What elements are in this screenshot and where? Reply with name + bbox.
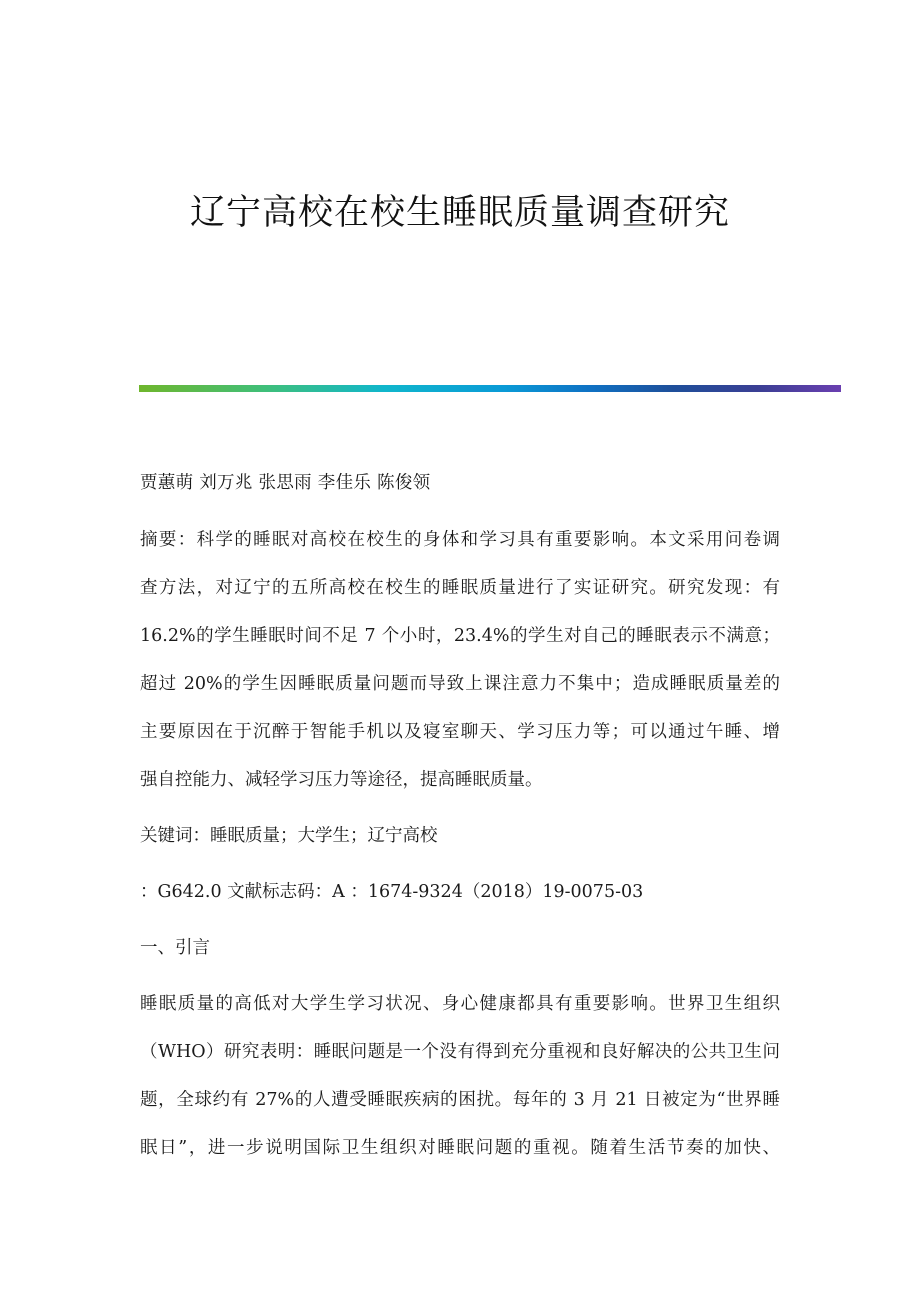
abstract-line: 超过 20%的学生因睡眠质量问题而导致上课注意力不集中；造成睡眠质量差的 bbox=[140, 674, 780, 694]
body-line: 睡眠质量的高低对大学生学习状况、身心健康都具有重要影响。世界卫生组织 bbox=[140, 994, 780, 1014]
author-list: 贾蕙萌 刘万兆 张思雨 李佳乐 陈俊领 bbox=[140, 473, 431, 493]
body-line: 题，全球约有 27%的人遭受睡眠疾病的困扰。每年的 3 月 21 日被定为“世界睡 bbox=[140, 1090, 780, 1110]
body-line: （WHO）研究表明：睡眠问题是一个没有得到充分重视和良好解决的公共卫生问 bbox=[140, 1042, 780, 1062]
section-heading: 一、引言 bbox=[140, 938, 210, 958]
keywords: 关键词：睡眠质量；大学生；辽宁高校 bbox=[140, 826, 438, 846]
abstract-line: 摘要：科学的睡眠对高校在校生的身体和学习具有重要影响。本文采用问卷调 bbox=[140, 530, 780, 550]
abstract-line: 主要原因在于沉醉于智能手机以及寝室聊天、学习压力等；可以通过午睡、增 bbox=[140, 722, 780, 742]
abstract-line: 强自控能力、减轻学习压力等途径，提高睡眠质量。 bbox=[140, 770, 543, 790]
document-title: 辽宁高校在校生睡眠质量调查研究 bbox=[189, 193, 730, 233]
gradient-divider bbox=[139, 385, 841, 392]
body-line: 眠日”，进一步说明国际卫生组织对睡眠问题的重视。随着生活节奏的加快、 bbox=[140, 1138, 780, 1158]
classification-info: ：G642.0 文献标志码：A ：1674-9324（2018）19-0075-03 bbox=[140, 882, 644, 902]
abstract-line: 16.2%的学生睡眠时间不足 7 个小时，23.4%的学生对自己的睡眠表示不满意； bbox=[140, 626, 780, 646]
abstract-line: 查方法，对辽宁的五所高校在校生的睡眠质量进行了实证研究。研究发现：有 bbox=[140, 578, 780, 598]
